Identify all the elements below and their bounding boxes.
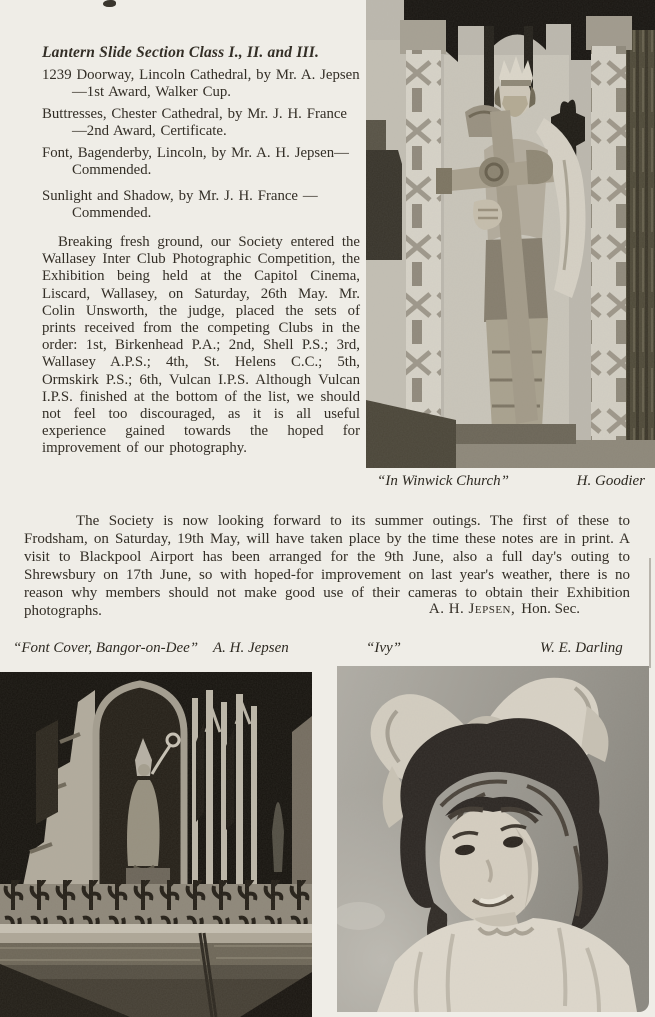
winwick-church-photo-art: [366, 0, 655, 468]
winwick-credit: H. Goodier: [576, 473, 645, 489]
awards-heading: Lantern Slide Section Class I., II. and III.: [42, 44, 320, 61]
fontcover-caption: “Font Cover, Bangor-on-Dee”: [13, 640, 199, 656]
font-cover-photo-art: [0, 672, 312, 1017]
ivy-caption: “Ivy”: [366, 640, 401, 656]
scan-edge-line: [649, 558, 651, 668]
ivy-photo-art: [337, 666, 649, 1012]
font-cover-photo: [0, 672, 312, 1017]
award-entry: 1239 Doorway, Lincoln Cathedral, by Mr. A. Jepsen—1st Award, Walker Cup.: [42, 67, 360, 100]
ivy-photo: [337, 666, 649, 1012]
winwick-church-photo: [366, 0, 655, 468]
winwick-caption: “In Winwick Church”: [377, 473, 509, 489]
signature-title: Hon. Sec.: [521, 601, 580, 617]
outings-paragraph: The Society is now looking forward to its summer outings. The first of these to Frodsham, on Saturday, 19th May, will have taken place by the time these notes are in print. A visit to Blackpool Airport has been arranged for the 9th June, also a full day's outing to Shrewsbury on 17th June, so with hoped-for improvement on last year's weather, there is no reason why members should not make good use of their cameras to obtain their Exhibition photographs.: [24, 513, 630, 619]
award-entry: Font, Bagenderby, Lincoln, by Mr. A. H. Jepsen—Commended.: [42, 145, 349, 178]
winwick-caption-row: [377, 473, 645, 490]
signature-line: [24, 601, 580, 618]
scan-speck: [103, 0, 116, 7]
awards-column: [42, 44, 360, 458]
competition-paragraph: Breaking fresh ground, our Society entered the Wallasey Inter Club Photographic Competition, the Exhibition being held at the Capitol Cinema, Liscard, Wallasey, on Saturday, 26th May. Mr. Colin Unsworth, the judge, placed the sets of prints received from the competing Clubs in the order: 1st, Birkenhead P.A.; 2nd, Shell P.S.; 3rd, Wallasey A.P.S.; 4th, St. Helens C.C.; 5th, Ormskirk P.S.; 6th, Vulcan I.P.S. Although Vulcan I.P.S. finished at the bottom of the list, we should not feel too discouraged, as it is all useful experience gained towards the hoped for improvement of our photography.: [42, 234, 360, 457]
ivy-credit: W. E. Darling: [540, 640, 623, 656]
award-entry: Buttresses, Chester Cathedral, by Mr. J. H. France—2nd Award, Certificate.: [42, 106, 347, 139]
award-entry: Sunlight and Shadow, by Mr. J. H. France —Commended.: [42, 188, 318, 221]
fontcover-credit: A. H. Jepsen: [213, 640, 289, 656]
signature-name: A. H. Jepsen,: [428, 601, 516, 617]
